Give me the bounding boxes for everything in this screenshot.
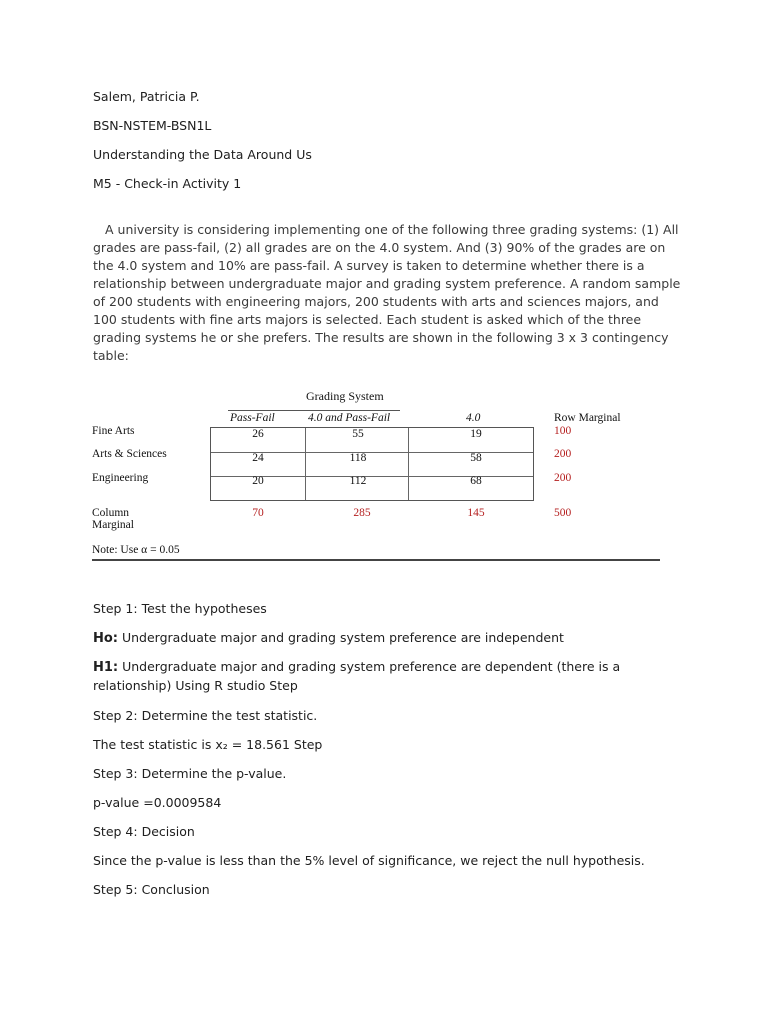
title-underline <box>228 410 400 411</box>
h0-line <box>93 629 564 648</box>
row-marginal-header: Row Marginal <box>554 412 621 424</box>
row-label-arts-sciences: Arts & Sciences <box>92 448 167 460</box>
cell-arts-sciences-4-pass-fail: 118 <box>349 452 367 464</box>
test-statistic: The test statistic is x₂ = 18.561 Step <box>93 737 323 752</box>
problem-paragraph: A university is considering implementing one of the following three grading systems: (1) All grades are pass-fail, (2) all grades are on the 4.0 system. And (3) 90% of the grades are on the 4.0 system and 10% are pass-fail. A survey is taken to determine whether there is a relationship between undergraduate major and grading system preference. A random sample of 200 students with engineering majors, 200 students with arts and sciences majors, and 100 students with fine arts majors is selected. Each student is asked which of the three grading systems he or she prefers. The results are shown in the following 3 x 3 contingency table: <box>93 222 681 363</box>
grand-total: 500 <box>554 507 572 519</box>
row-label-fine-arts: Fine Arts <box>92 425 135 437</box>
col-marginal-pass-fail: 70 <box>252 507 264 519</box>
cell-engineering-pass-fail: 20 <box>252 475 264 487</box>
h1-label: H1: <box>93 660 119 675</box>
marginal-fine-arts: 100 <box>554 425 572 437</box>
bottom-rule <box>92 559 660 561</box>
column-marginal-label-2: Marginal <box>92 519 134 531</box>
step2-heading: Step 2: Determine the test statistic. <box>93 708 318 723</box>
h1-text: Undergraduate major and grading system preference are dependent (there is a <box>118 659 621 674</box>
col-header-4-and-pass-fail: 4.0 and Pass-Fail <box>308 412 391 424</box>
cell-fine-arts-4-pass-fail: 55 <box>352 428 364 440</box>
h1-line <box>93 658 620 677</box>
cell-arts-sciences-pass-fail: 24 <box>252 452 264 464</box>
activity-title: M5 - Check-in Activity 1 <box>93 176 242 191</box>
h0-text: Undergraduate major and grading system preference are independent <box>118 630 564 645</box>
cell-engineering-4-pass-fail: 112 <box>349 475 367 487</box>
course-title: Understanding the Data Around Us <box>93 147 312 162</box>
contingency-table <box>92 385 662 565</box>
step1-heading: Step 1: Test the hypotheses <box>93 601 267 616</box>
cell-arts-sciences-4: 58 <box>470 452 482 464</box>
col-header-pass-fail: Pass-Fail <box>230 412 275 424</box>
col-marginal-4-pass-fail: 285 <box>353 507 371 519</box>
student-name: Salem, Patricia P. <box>93 89 200 104</box>
p-value: p-value =0.0009584 <box>93 795 222 810</box>
col-marginal-4: 145 <box>467 507 485 519</box>
cell-fine-arts-4: 19 <box>470 428 482 440</box>
alpha-note: Note: Use α = 0.05 <box>92 544 180 556</box>
step4-heading: Step 4: Decision <box>93 824 195 839</box>
table-title: Grading System <box>306 389 384 403</box>
marginal-engineering: 200 <box>554 472 572 484</box>
cell-engineering-4: 68 <box>470 475 482 487</box>
column-marginal-label-1: Column <box>92 507 130 519</box>
section-code: BSN-NSTEM-BSN1L <box>93 118 212 133</box>
step3-heading: Step 3: Determine the p-value. <box>93 766 287 781</box>
decision-text: Since the p-value is less than the 5% level of significance, we reject the null hypothesis. <box>93 853 645 868</box>
step5-heading: Step 5: Conclusion <box>93 882 210 897</box>
cell-fine-arts-pass-fail: 26 <box>252 428 264 440</box>
h1-line-2: relationship) Using R studio Step <box>93 678 298 693</box>
col-header-4: 4.0 <box>466 412 481 424</box>
marginal-arts-sciences: 200 <box>554 448 572 460</box>
h0-label: Ho: <box>93 631 119 646</box>
row-label-engineering: Engineering <box>92 472 149 484</box>
